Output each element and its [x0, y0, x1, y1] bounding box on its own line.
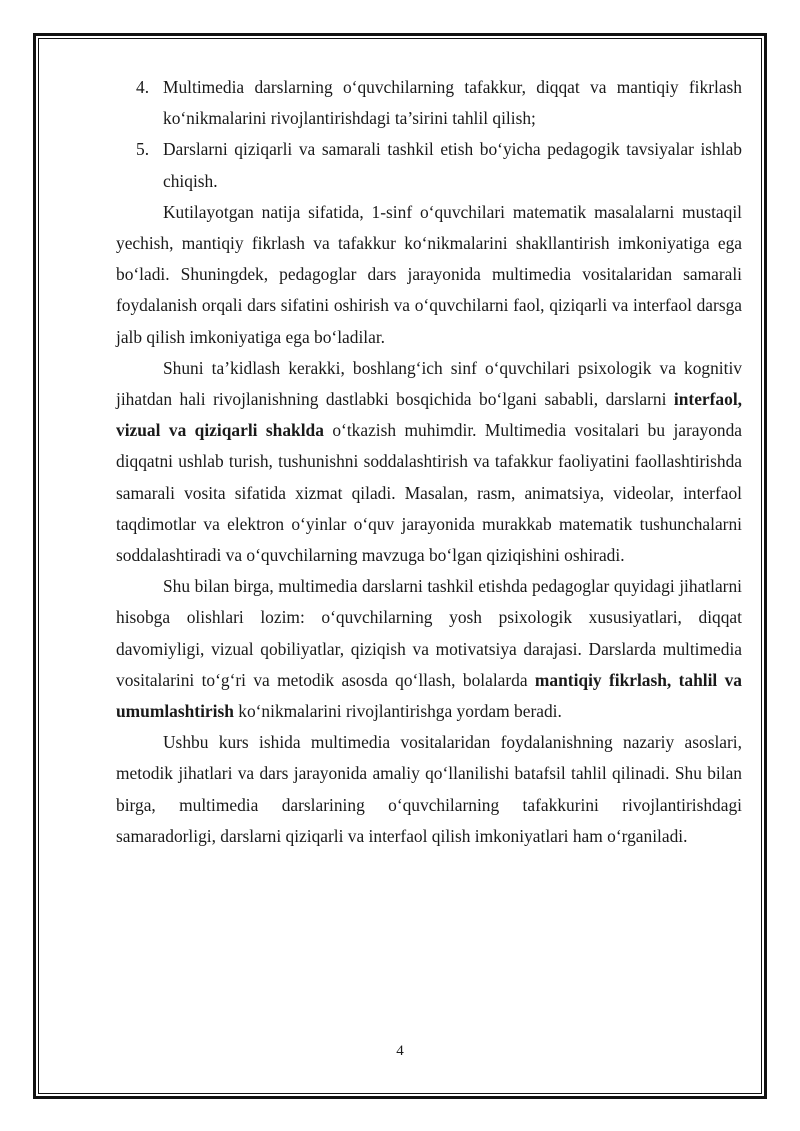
- paragraph-interactive-lessons: [116, 353, 742, 571]
- list-number: 5.: [136, 139, 150, 160]
- list-item: [116, 72, 742, 134]
- document-body: [116, 72, 742, 852]
- paragraph-text: Shuni ta’kidlash kerakki, boshlang‘ich sinf o‘quvchilari psixologik va kognitiv jihatdan hali rivojlanishning dastlabki bosqichida bo‘lgani sababli, darslarni: [116, 357, 742, 410]
- list-item-text: Darslarni qiziqarli va samarali tashkil etish bo‘yicha pedagogik tavsiyalar ishlab chiqish.: [163, 139, 742, 191]
- paragraph-text: ko‘nikmalarini rivojlantirishga yordam beradi.: [233, 701, 562, 722]
- paragraph-expected-results: Kutilayotgan natija sifatida, 1-sinf o‘quvchilari matematik masalalarni mustaqil yechish, mantiqiy fikrlash va tafakkur ko‘nikmalarini shakllantirish imkoniyatiga ega bo‘ladi. Shuningdek, pedagoglar dars jarayonida multimedia vositalaridan samarali foydalanish orqali dars sifatini oshirish va o‘quvchilarni faol, qiziqarli va interfaol darsga jalb qilish imkoniyatiga ega bo‘ladilar.: [116, 201, 742, 347]
- paragraph-pedagogical-aspects: [116, 571, 742, 727]
- bold-phrase: interfaol, vizual va qiziqarli shaklda: [116, 389, 742, 441]
- list-number: 4.: [136, 77, 150, 97]
- paragraph-course-work-summary: Ushbu kurs ishida multimedia vositalaridan foydalanishning nazariy asoslari, metodik jihatlari va dars jarayonida amaliy qo‘llanilishi batafsil tahlil qilinadi. Shu bilan birga, multimedia darslarining o‘quvchilarning tafakkurini rivojlantirishdagi samaradorligi, darslarni qiziqarli va interfaol qilish imkoniyatlari ham o‘rganiladi.: [116, 732, 742, 846]
- page-number: 4: [396, 1043, 404, 1059]
- list-item: [116, 134, 742, 196]
- list-item-text: Multimedia darslarning o‘quvchilarning tafakkur, diqqat va mantiqiy fikrlash ko‘nikmalarini rivojlantirishdagi ta’sirini tahlil qilish;: [163, 77, 742, 129]
- bold-phrase: mantiqiy fikrlash, tahlil va umumlashtirish: [116, 669, 742, 722]
- paragraph-text: Shu bilan birga, multimedia darslarni tashkil etishda pedagoglar quyidagi jihatlarni hisobga olishlari lozim: o‘quvchilarning yosh psixologik xususiyatlari, diqqat davomiyligi, vizual qobiliyatlar, qiziqish va motivatsiya darajasi. Darslarda multimedia vositalarini to‘g‘ri va metodik asosda qo‘llash, bolalarda: [116, 576, 742, 690]
- paragraph-text: o‘tkazish muhimdir. Multimedia vositalari bu jarayonda diqqatni ushlab turish, tushunishni soddalashtirish va tafakkur faoliyatini faollashtirishda samarali vosita sifatida xizmat qiladi. Masalan, rasm, animatsiya, videolar, interfaol taqdimotlar va elektron o‘yinlar o‘quv jarayonida murakkab matematik tushunchalarni soddalashtiradi va o‘quvchilarning mavzuga bo‘lgan qiziqishini oshiradi.: [116, 420, 743, 566]
